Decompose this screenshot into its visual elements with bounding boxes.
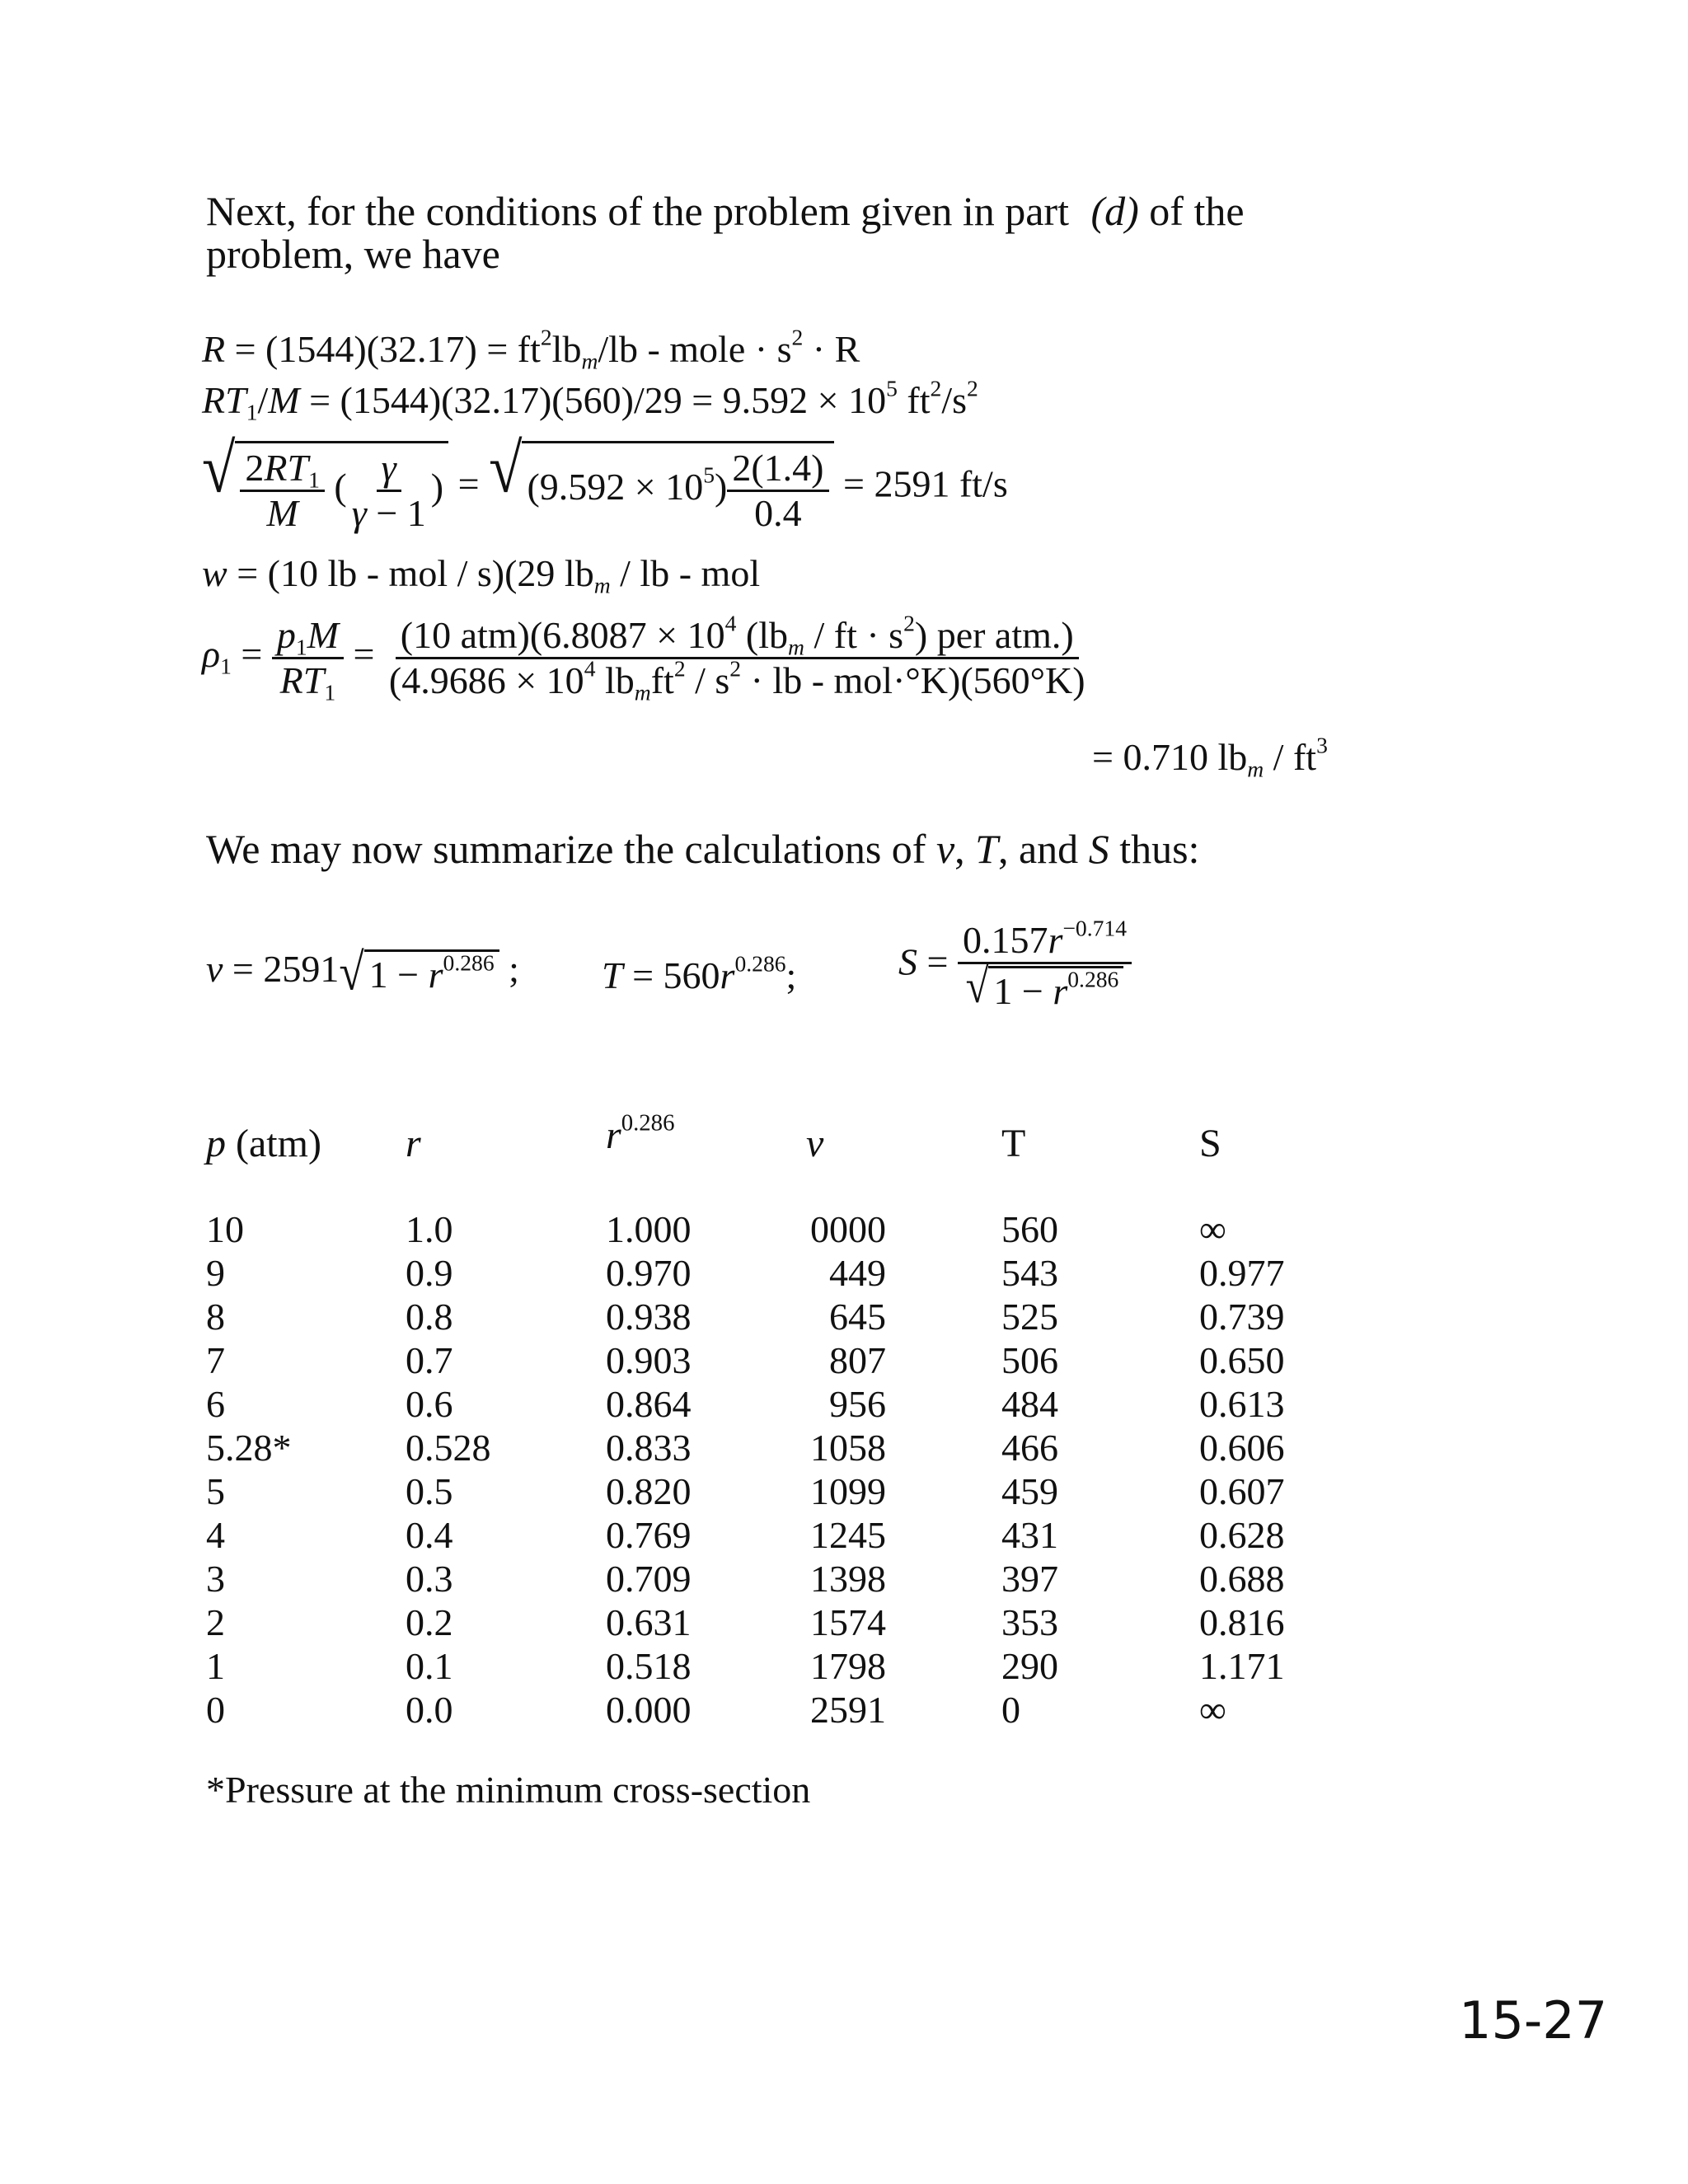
table-cell-r: 0.4 xyxy=(406,1514,453,1556)
table-column-p xyxy=(206,1207,292,1732)
table-cell-p: 2 xyxy=(206,1601,225,1643)
summary-sentence: We may now summarize the calculations of v, T, and S thus: xyxy=(206,826,1200,872)
table-cell-T: 0 xyxy=(1001,1689,1020,1731)
table-cell-T: 543 xyxy=(1001,1252,1058,1294)
table-column-S xyxy=(1199,1207,1285,1732)
table-cell-S: ∞ xyxy=(1199,1208,1226,1250)
table-cell-T: 431 xyxy=(1001,1514,1058,1556)
table-cell-S: 0.607 xyxy=(1199,1470,1285,1512)
table-cell-p: 8 xyxy=(206,1296,225,1338)
table-cell-T: 290 xyxy=(1001,1645,1058,1687)
table-cell-r-exp: 1.000 xyxy=(606,1208,692,1250)
table-header-S: S xyxy=(1199,1122,1221,1165)
table-cell-S: 0.688 xyxy=(1199,1558,1285,1600)
table-cell-v: 2591 xyxy=(810,1689,886,1731)
table-cell-r: 0.7 xyxy=(406,1339,453,1381)
table-cell-r-exp: 0.938 xyxy=(606,1296,692,1338)
table-cell-r: 0.2 xyxy=(406,1601,453,1643)
page-number: 15-27 xyxy=(1459,1990,1608,2050)
equation-rho1: $\rho_1$ = $\frac{p_1M}{RT_1}$ = $\frac{(10 atm)(6.8087 \times 10^4 (lb_m / ft \cdot s^2) per atm.)}{(4.9686 \times 10^4 lb_mft^2 / s^2 \cdot lb - mol\cdot^\circ K)(560^\circ K)}$ xyxy=(202,610,1085,705)
table-cell-r-exp: 0.903 xyxy=(606,1339,692,1381)
table-header-p: p (atm) xyxy=(206,1122,321,1165)
table-cell-r-exp: 0.864 xyxy=(606,1383,692,1425)
table-cell-p: 7 xyxy=(206,1339,225,1381)
table-column-r-exp xyxy=(606,1207,692,1732)
table-cell-v: 449 xyxy=(829,1252,886,1294)
table-cell-S: 0.816 xyxy=(1199,1601,1285,1643)
table-cell-S: 0.606 xyxy=(1199,1427,1285,1469)
table-cell-r: 0.5 xyxy=(406,1470,453,1512)
intro-line-2: problem, we have xyxy=(206,231,500,277)
table-cell-p: 5.28* xyxy=(206,1427,292,1469)
table-cell-p: 6 xyxy=(206,1383,225,1425)
table-cell-p: 9 xyxy=(206,1252,225,1294)
table-cell-S: 0.977 xyxy=(1199,1252,1285,1294)
table-cell-p: 4 xyxy=(206,1514,225,1556)
equation-w: w = (10 lb - mol / s)(29 $lb_m$ / lb - mol xyxy=(202,552,761,598)
table-cell-S: 0.739 xyxy=(1199,1296,1285,1338)
table-cell-r-exp: 0.631 xyxy=(606,1601,692,1643)
equation-rho1-result: = 0.710 $lb_m / ft^3$ xyxy=(1092,732,1328,782)
table-cell-r: 0.6 xyxy=(406,1383,453,1425)
table-cell-v: 807 xyxy=(829,1339,886,1381)
table-cell-r: 0.9 xyxy=(406,1252,453,1294)
table-cell-T: 397 xyxy=(1001,1558,1058,1600)
table-column-T xyxy=(1001,1207,1058,1732)
table-cell-r: 0.3 xyxy=(406,1558,453,1600)
table-cell-r: 0.1 xyxy=(406,1645,453,1687)
formula-S: S = $0.157r^{-0.714}$ √ $1 - r^{0.286}$ xyxy=(898,919,1132,1013)
table-cell-v: 1058 xyxy=(810,1427,886,1469)
formula-v: v = 2591 √ $1 - r^{0.286}$ ; xyxy=(206,943,519,1001)
table-cell-r-exp: 0.518 xyxy=(606,1645,692,1687)
table-cell-T: 484 xyxy=(1001,1383,1058,1425)
table-cell-T: 466 xyxy=(1001,1427,1058,1469)
table-cell-v: 1099 xyxy=(810,1470,886,1512)
equation-RT1-M: $RT_1/M = (1544)(32.17)(560)/29 = 9.592 \times 10^5$ $ft^2/s^2$ xyxy=(202,375,978,425)
table-cell-T: 560 xyxy=(1001,1208,1058,1250)
table-header-T: T xyxy=(1001,1122,1026,1165)
table-cell-p: 5 xyxy=(206,1470,225,1512)
table-column-r xyxy=(406,1207,491,1732)
table-cell-r: 0.8 xyxy=(406,1296,453,1338)
intro-line-1: Next, for the conditions of the problem given in part (d) of the xyxy=(206,188,1245,234)
table-header-r: r xyxy=(406,1122,421,1165)
table-cell-S: 0.650 xyxy=(1199,1339,1285,1381)
table-cell-p: 1 xyxy=(206,1645,225,1687)
table-cell-S: 1.171 xyxy=(1199,1645,1285,1687)
table-cell-v: 1574 xyxy=(810,1601,886,1643)
table-cell-r-exp: 0.000 xyxy=(606,1689,692,1731)
table-cell-T: 353 xyxy=(1001,1601,1058,1643)
table-cell-S: 0.613 xyxy=(1199,1383,1285,1425)
table-cell-T: 525 xyxy=(1001,1296,1058,1338)
table-cell-S: 0.628 xyxy=(1199,1514,1285,1556)
table-cell-v: 1398 xyxy=(810,1558,886,1600)
table-cell-r-exp: 0.970 xyxy=(606,1252,692,1294)
table-cell-r-exp: 0.769 xyxy=(606,1514,692,1556)
table-cell-v: 645 xyxy=(829,1296,886,1338)
velocity-result: = 2591 ft/s xyxy=(843,462,1008,505)
table-cell-p: 3 xyxy=(206,1558,225,1600)
table-cell-v: 1798 xyxy=(810,1645,886,1687)
equation-velocity-sqrt: √ $\frac{2RT_1}{M}$ ( $\frac{\gamma}{\gamma - 1}$ ) = √ $(9.592 \times 10^5)$ $\frac{2(1.4)}{0.4}$ = 2591 ft/s xyxy=(202,429,1008,534)
table-column-v xyxy=(804,1207,886,1732)
table-cell-p: 0 xyxy=(206,1689,225,1731)
table-cell-r-exp: 0.709 xyxy=(606,1558,692,1600)
table-cell-r: 0.0 xyxy=(406,1689,453,1731)
table-cell-r-exp: 0.833 xyxy=(606,1427,692,1469)
footnote: *Pressure at the minimum cross-section xyxy=(206,1769,811,1811)
table-cell-p: 10 xyxy=(206,1208,244,1250)
table-cell-v: 0000 xyxy=(810,1208,886,1250)
table-header-r-exp: $r^{0.286}$ xyxy=(606,1109,675,1157)
table-cell-v: 956 xyxy=(829,1383,886,1425)
table-cell-r-exp: 0.820 xyxy=(606,1470,692,1512)
table-cell-S: ∞ xyxy=(1199,1689,1226,1731)
table-cell-r: 1.0 xyxy=(406,1208,453,1250)
table-cell-T: 459 xyxy=(1001,1470,1058,1512)
table-cell-T: 506 xyxy=(1001,1339,1058,1381)
formula-T: $T = 560r^{0.286}$; xyxy=(602,950,797,996)
equation-R: $R = (1544)(32.17) = ft^2lb_m/lb$ - mole · $s^2 \cdot R$ xyxy=(202,324,860,374)
table-cell-r: 0.528 xyxy=(406,1427,491,1469)
table-header-v: v xyxy=(806,1122,824,1165)
table-cell-v: 1245 xyxy=(810,1514,886,1556)
